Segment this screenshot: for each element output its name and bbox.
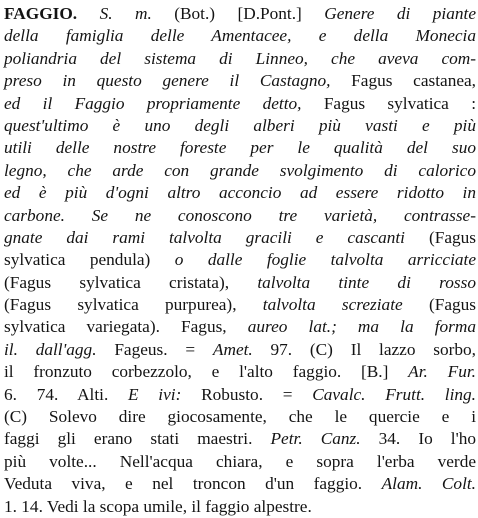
entry-line	[4, 339, 476, 361]
entry-line	[4, 25, 476, 47]
entry-text: faggi gli erano stati maestri.	[4, 429, 271, 449]
entry-text: legno, che arde con grande svolgimento di calorico	[4, 160, 476, 180]
entry-line	[4, 137, 476, 159]
entry-text: (Bot.) [D.Pont.]	[151, 4, 325, 23]
entry-line	[4, 182, 476, 204]
entry-line	[4, 227, 476, 249]
entry-text: sylvatica pendula)	[4, 250, 175, 270]
entry-text: Fageus. =	[114, 339, 213, 359]
entry-text: (Fagus	[428, 227, 476, 247]
dictionary-entry-faggio	[4, 3, 476, 518]
entry-line	[4, 451, 476, 473]
entry-text: della famiglia delle Amentacee, e della Monecia	[4, 26, 476, 46]
entry-text: Fagus castanea,	[351, 71, 476, 91]
entry-text: ed il Faggio propriamente detto,	[4, 93, 324, 113]
entry-text: utili delle nostre foreste per le qualità del suo	[4, 138, 476, 158]
entry-text: quest'ultimo è uno degli alberi più vasti e più	[4, 115, 476, 135]
entry-text: Amet.	[212, 339, 253, 359]
entry-text: il. dall'agg.	[4, 339, 115, 359]
entry-line	[4, 3, 476, 25]
headword: FAGGIO.	[4, 4, 78, 23]
entry-line	[4, 115, 476, 137]
entry-line	[4, 384, 476, 406]
entry-text: E ivi:	[128, 384, 182, 404]
entry-line	[4, 205, 476, 227]
entry-text: Robusto. =	[181, 384, 313, 404]
entry-line	[4, 496, 476, 518]
entry-text	[77, 4, 99, 23]
entry-text: Cavalc. Frutt. ling.	[312, 384, 476, 404]
entry-text: talvolta screziate	[262, 295, 429, 315]
entry-text: (C) Solevo dire giocosamente, che le quercie e i	[4, 407, 476, 427]
entry-text: aureo lat.; ma la forma	[247, 317, 476, 337]
entry-text: Ar. Fur.	[408, 362, 476, 382]
entry-text: S. m.	[99, 4, 152, 23]
entry-line	[4, 160, 476, 182]
entry-text: preso in questo genere il Castagno,	[4, 71, 352, 91]
entry-text: Fagus sylvatica :	[323, 93, 476, 113]
entry-line	[4, 48, 476, 70]
entry-text: il fronzuto corbezzolo, e l'alto faggio. [B.]	[4, 362, 409, 382]
entry-text: 97. (C) Il lazzo sorbo,	[252, 339, 476, 359]
entry-line	[4, 316, 476, 338]
entry-text: sylvatica variegata). Fagus,	[4, 317, 248, 337]
entry-line	[4, 294, 476, 316]
entry-text: 6. 74. Alti.	[4, 384, 129, 404]
entry-line	[4, 93, 476, 115]
entry-text: gnate dai rami talvolta gracili e cascanti	[4, 227, 429, 247]
entry-text: (Fagus sylvatica cristata),	[4, 272, 258, 292]
entry-text: 1. 14. Vedi la scopa umile, il faggio alpestre.	[4, 496, 312, 516]
entry-text: Alam. Colt.	[381, 474, 476, 494]
entry-text: Genere di piante	[324, 4, 476, 23]
entry-text: più volte... Nell'acqua chiara, e sopra l'erba verde	[4, 451, 476, 471]
entry-line	[4, 473, 476, 495]
entry-text: o dalle foglie talvolta arricciate	[174, 250, 476, 270]
entry-text: Petr. Canz.	[270, 429, 361, 449]
entry-text: carbone. Se ne conoscono tre varietà, contrasse-	[4, 205, 476, 225]
entry-text: (Fagus sylvatica purpurea),	[4, 295, 263, 315]
entry-line	[4, 361, 476, 383]
entry-text: poliandria del sistema di Linneo, che aveva com-	[4, 48, 476, 68]
entry-line	[4, 249, 476, 271]
entry-line	[4, 70, 476, 92]
entry-text: Veduta viva, e nel troncon d'un faggio.	[4, 474, 382, 494]
entry-text: (Fagus	[428, 295, 476, 315]
entry-text: talvolta tinte di rosso	[257, 272, 476, 292]
entry-line	[4, 272, 476, 294]
entry-text: 34. Io l'ho	[360, 429, 476, 449]
entry-line	[4, 428, 476, 450]
entry-text: ed è più d'ogni altro acconcio ad essere ridotto in	[4, 183, 476, 203]
entry-line	[4, 406, 476, 428]
